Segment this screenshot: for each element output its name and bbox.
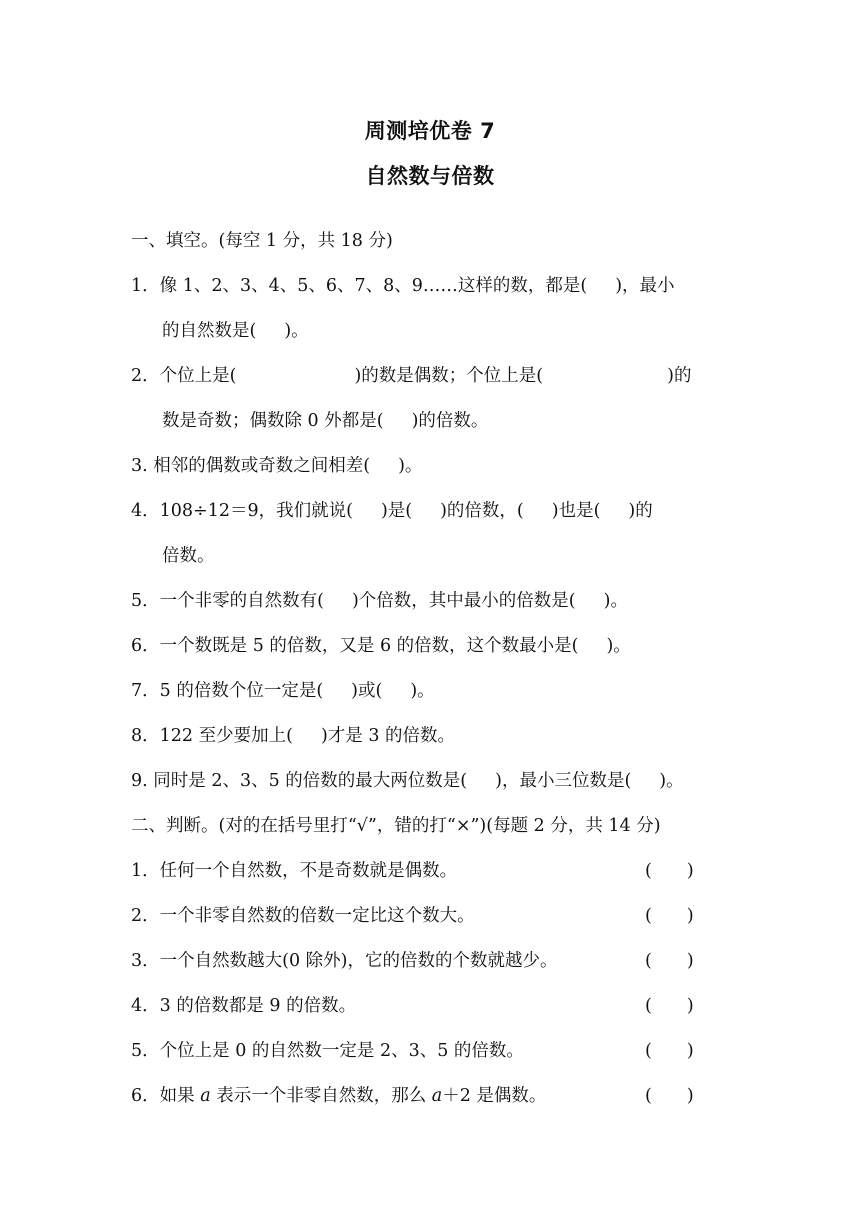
question-4-line-1: [131, 499, 653, 523]
question-9: [131, 769, 684, 793]
q4-text-b: )是(: [380, 501, 413, 521]
q4-text-d: )也是(: [551, 501, 601, 521]
q1-text-c: 的自然数是(: [162, 321, 257, 341]
judge-item-5: [131, 1039, 711, 1063]
judge-item-3-answer[interactable]: ( ): [645, 951, 694, 971]
judge-item-3: [131, 949, 711, 973]
q8-text-b: )才是 3 的倍数。: [320, 726, 456, 746]
q4-text-c: )的倍数，(: [440, 501, 524, 521]
q9-text-a: 9. 同时是 2、3、5 的倍数的最大两位数是(: [131, 771, 468, 791]
page-title: 周测培优卷 7: [364, 119, 496, 143]
q3-text-b: )。: [398, 456, 423, 476]
section2-heading: 二、判断。(对的在括号里打“√”，错的打“×”)(每题 2 分，共 14 分): [131, 816, 661, 836]
judge-item-2-text: 2．一个非零自然数的倍数一定比这个数大。: [131, 906, 475, 926]
q6-text-a: 6．一个数既是 5 的倍数，又是 6 的倍数，这个数最小是(: [131, 636, 579, 656]
question-8: [131, 724, 455, 748]
q1-text-a: 1．像 1、2、3、4、5、6、7、8、9……这样的数，都是(: [131, 276, 588, 296]
judge-item-1-answer[interactable]: ( ): [645, 861, 694, 881]
judge-item-6-text: [131, 1084, 546, 1108]
q2-text-a: 2．个位上是(: [131, 366, 237, 386]
question-5: [131, 589, 628, 613]
judge-item-5-answer[interactable]: ( ): [645, 1041, 694, 1061]
q4-text-e: )的: [628, 501, 653, 521]
judge-item-6-text-b: 表示一个非零自然数，那么: [210, 1086, 432, 1106]
judge-item-2: [131, 904, 711, 928]
q2-text-c: )的: [667, 366, 692, 386]
q2-text-b: )的数是偶数；个位上是(: [354, 366, 544, 386]
judge-item-4-text: 4．3 的倍数都是 9 的倍数。: [131, 996, 357, 1016]
judge-item-6: [131, 1084, 711, 1108]
judge-item-1-text: 1．任何一个自然数，不是奇数就是偶数。: [131, 861, 458, 881]
judge-item-2-answer[interactable]: ( ): [645, 906, 694, 926]
q5-text-b: )个倍数，其中最小的倍数是(: [351, 591, 576, 611]
judge-item-4: [131, 994, 711, 1018]
question-7: [131, 679, 435, 703]
judge-item-3-text: 3．一个自然数越大(0 除外)，它的倍数的个数就越少。: [131, 951, 558, 971]
q7-text-a: 7．5 的倍数个位一定是(: [131, 681, 324, 701]
q5-text-c: )。: [603, 591, 628, 611]
q2-text-e: )的倍数。: [411, 411, 489, 431]
q9-text-b: )，最小三位数是(: [495, 771, 632, 791]
question-1-line-2: [162, 319, 309, 343]
judge-item-6-text-a: 6．如果: [131, 1086, 201, 1106]
variable-a: a: [431, 1086, 443, 1106]
judge-item-1: [131, 859, 711, 883]
q6-text-b: )。: [606, 636, 631, 656]
question-4-line-2: 倍数。: [162, 546, 215, 566]
q9-text-c: )。: [659, 771, 684, 791]
question-6: [131, 634, 631, 658]
page-subtitle: 自然数与倍数: [365, 164, 495, 188]
q7-text-c: )。: [410, 681, 435, 701]
q8-text-a: 8．122 至少要加上(: [131, 726, 293, 746]
q3-text-a: 3. 相邻的偶数或奇数之间相差(: [131, 456, 371, 476]
q1-text-b: )，最小: [615, 276, 675, 296]
judge-item-6-answer[interactable]: ( ): [645, 1086, 694, 1106]
q7-text-b: )或(: [351, 681, 383, 701]
question-2-line-2: [162, 409, 488, 433]
section1-heading: 一、填空。(每空 1 分，共 18 分): [131, 231, 393, 251]
question-1-line-1: [131, 274, 675, 298]
q4-text-a: 4．108÷12＝9，我们就说(: [131, 501, 353, 521]
judge-item-5-text: 5．个位上是 0 的自然数一定是 2、3、5 的倍数。: [131, 1041, 524, 1061]
question-2-line-1: [131, 364, 691, 388]
q2-text-d: 数是奇数；偶数除 0 外都是(: [162, 411, 384, 431]
judge-item-4-answer[interactable]: ( ): [645, 996, 694, 1016]
judge-item-6-text-c: ＋2 是偶数。: [442, 1086, 547, 1106]
question-3: [131, 454, 422, 478]
variable-a: a: [200, 1086, 211, 1106]
q1-text-d: )。: [284, 321, 309, 341]
q5-text-a: 5．一个非零的自然数有(: [131, 591, 324, 611]
